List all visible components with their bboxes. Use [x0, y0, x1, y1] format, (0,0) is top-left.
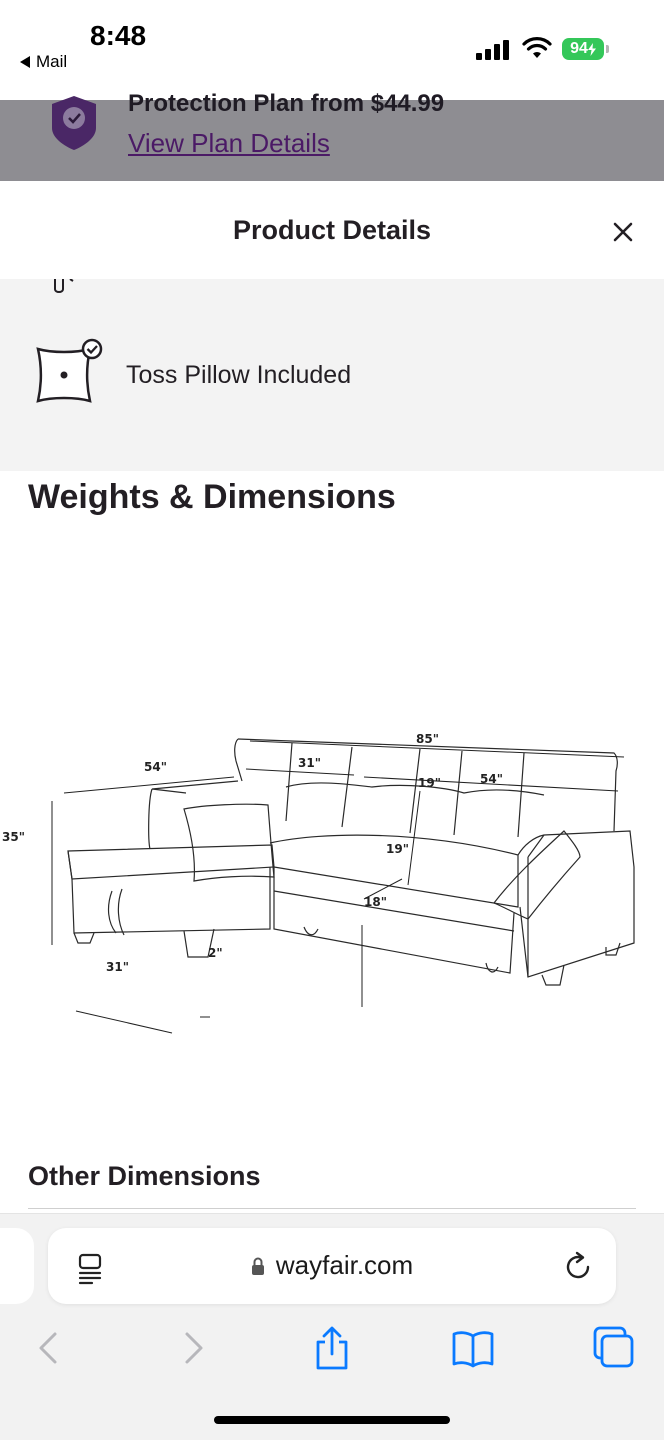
back-chevron-icon[interactable] [27, 1326, 71, 1370]
chaise-width-label: 31" [106, 960, 129, 974]
back-height-label: 19" [418, 776, 441, 790]
other-dimensions-heading[interactable]: Other Dimensions [28, 1161, 261, 1191]
cellular-signal-icon [476, 40, 510, 60]
overall-width-label: 85" [416, 732, 439, 746]
dimension-labels [2, 732, 503, 974]
sofa-drawing [68, 739, 634, 985]
sofa-segment-label: 54" [480, 772, 503, 786]
toss-pillow-icon [32, 339, 106, 409]
forward-chevron-icon[interactable] [171, 1326, 215, 1370]
back-to-mail-link[interactable] [20, 52, 67, 72]
sofa-dimensions-diagram [2, 681, 640, 1021]
url-text: wayfair.com [275, 1250, 414, 1280]
wifi-icon [522, 36, 552, 60]
dimension-lines [52, 741, 624, 1033]
close-icon[interactable] [608, 217, 638, 247]
previous-tab-preview[interactable] [0, 1228, 34, 1304]
charging-bolt-icon [588, 43, 596, 56]
leg-height-label: 2" [208, 946, 223, 960]
section-divider [28, 1208, 636, 1209]
url-display[interactable] [48, 1250, 616, 1281]
share-icon[interactable] [310, 1326, 354, 1370]
home-indicator[interactable] [214, 1416, 450, 1424]
battery-cap [606, 45, 609, 53]
sheet-title: Product Details [232, 215, 432, 245]
address-bar[interactable] [48, 1228, 616, 1304]
status-bar [0, 0, 664, 100]
weights-dimensions-heading: Weights & Dimensions [28, 478, 396, 516]
battery-indicator [562, 38, 604, 60]
battery-level: 94 [570, 40, 588, 57]
partial-feature-icon [52, 279, 76, 295]
lock-icon [251, 1257, 265, 1275]
back-segment-label: 31" [298, 756, 321, 770]
browser-toolbar [0, 1213, 664, 1440]
sheet-header [0, 181, 664, 279]
reload-icon[interactable] [564, 1250, 594, 1282]
feature-list [0, 279, 664, 471]
protection-plan-text: Protection Plan from $44.99 [128, 90, 445, 117]
seat-depth-label: 19" [386, 842, 409, 856]
background-page-overlay[interactable] [0, 90, 664, 190]
seat-height-label: 18" [364, 895, 387, 909]
back-app-label: Mail [36, 52, 68, 71]
chaise-depth-label: 54" [144, 760, 167, 774]
feature-label: Toss Pillow Included [126, 361, 352, 389]
bookmarks-icon[interactable] [451, 1326, 495, 1370]
back-triangle-icon [20, 56, 30, 68]
overall-height-label: 35" [2, 830, 25, 844]
protection-shield-icon [50, 96, 98, 150]
product-details-sheet [0, 181, 664, 1221]
clock: 8:48 [90, 20, 147, 51]
view-plan-details-link[interactable]: View Plan Details [128, 128, 330, 158]
tabs-icon[interactable] [591, 1326, 635, 1370]
